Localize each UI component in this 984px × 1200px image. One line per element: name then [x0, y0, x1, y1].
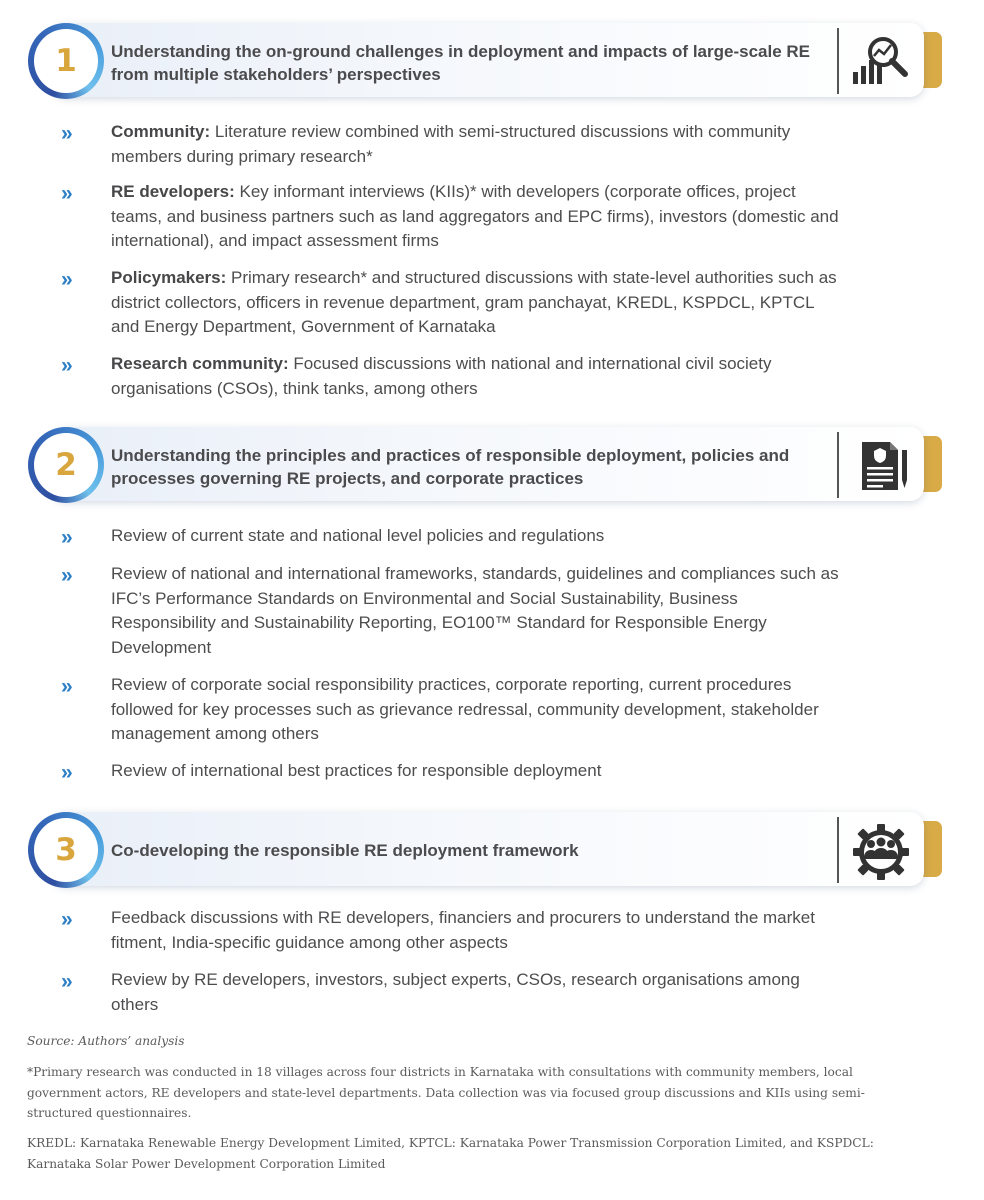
chevron-icon: »	[61, 564, 69, 587]
bullet-text: Review of corporate social responsibility practices, corporate reporting, current procedures followed for key processes such as grievance redressal, community development, stakeholder management among others	[111, 675, 819, 743]
number-badge	[28, 23, 104, 99]
section-number: 1	[55, 43, 77, 79]
footnote: *Primary research was conducted in 18 villages across four districts in Karnataka with consultations with community members, local government actors, RE developers and state-level departments. Data collection was via focused group discussions and KIIs using semi-structured questionnaires.	[27, 1065, 865, 1120]
chevron-icon: »	[61, 526, 69, 549]
bullet-lead: Community:	[111, 122, 211, 141]
chevron-icon: »	[61, 675, 69, 698]
divider	[837, 432, 839, 498]
bullet-lead: Policymakers:	[111, 268, 227, 287]
divider	[837, 28, 839, 94]
section-number: 3	[55, 832, 77, 868]
analytics-magnifier-icon	[848, 28, 914, 94]
bullet-text: Feedback discussions with RE developers, financiers and procurers to understand the market fitment, India-specific guidance among other aspects	[111, 908, 815, 952]
chevron-icon: »	[61, 354, 69, 377]
policy-document-icon	[848, 434, 914, 500]
number-badge	[28, 812, 104, 888]
section-title: Co-developing the responsible RE deployment framework	[111, 841, 579, 860]
bullet-text: Literature review combined with semi-structured discussions with community members during primary research*	[111, 122, 791, 166]
people-gear-icon	[848, 819, 914, 885]
bullet-text: Key informant interviews (KIIs)* with developers (corporate offices, project teams, and business partners such as land aggregators and EPC firms), investors (domestic and international), and impact assessment firms	[111, 182, 839, 250]
abbreviations-note: KREDL: Karnataka Renewable Energy Development Limited, KPTCL: Karnataka Power Transmission Corporation Limited, and KSPDCL: Karnataka Solar Power Development Corporation Limited	[27, 1136, 874, 1171]
bullet-text: Review of current state and national level policies and regulations	[111, 526, 605, 545]
section-number: 2	[55, 447, 77, 483]
number-badge	[28, 427, 104, 503]
bullet-lead: Research community:	[111, 354, 289, 373]
chevron-icon: »	[61, 122, 69, 145]
chevron-icon: »	[61, 268, 69, 291]
chevron-icon: »	[61, 761, 69, 784]
bullet-text: Focused discussions with national and international civil society organisations (CSOs), think tanks, among others	[111, 354, 772, 398]
source-note: Source: Authors’ analysis	[27, 1034, 185, 1048]
section-title: Understanding the principles and practices of responsible deployment, policies and processes governing RE projects, and corporate practices	[111, 446, 790, 488]
bullet-text: Primary research* and structured discussions with state-level authorities such as district collectors, officers in revenue department, gram panchayat, KREDL, KSPDCL, KPTCL and Energy Department, Government of Karnataka	[111, 268, 837, 336]
divider	[837, 817, 839, 883]
chevron-icon: »	[61, 182, 69, 205]
bullet-text: Review by RE developers, investors, subject experts, CSOs, research organisations among others	[111, 970, 800, 1014]
section-title: Understanding the on-ground challenges in deployment and impacts of large-scale RE from multiple stakeholders’ perspectives	[111, 42, 810, 84]
bullet-lead: RE developers:	[111, 182, 235, 201]
chevron-icon: »	[61, 970, 69, 993]
bullet-text: Review of international best practices for responsible deployment	[111, 761, 602, 780]
chevron-icon: »	[61, 908, 69, 931]
bullet-text: Review of national and international frameworks, standards, guidelines and compliances such as IFC’s Performance Standards on Environmental and Social Sustainability, Business Responsibility and Sustainability Reporting, EO100™ Standard for Responsible Energy Development	[111, 564, 839, 657]
